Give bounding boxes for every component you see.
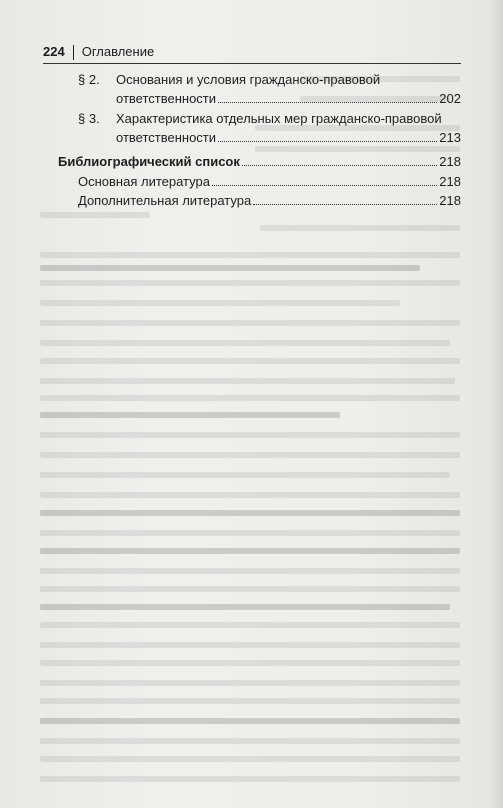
dot-leader (242, 164, 437, 166)
toc-entry-text (116, 109, 461, 147)
toc-entry-row (78, 191, 461, 210)
toc-entry-line: Основания и условия гражданско-правовой (116, 72, 381, 87)
toc-entry-last-line (116, 128, 461, 147)
dot-leader (218, 101, 437, 103)
dot-leader (218, 140, 437, 142)
toc-page-number: 218 (439, 193, 461, 208)
toc-entry-line: ответственности (116, 91, 217, 106)
toc-entry-title: Дополнительная литература (78, 193, 252, 208)
toc-entry-main-literature[interactable] (78, 172, 461, 191)
toc-section-number: § 3. (78, 111, 100, 126)
header-separator (73, 45, 74, 60)
toc-entry-row (58, 152, 461, 171)
dot-leader (253, 203, 437, 205)
toc-page-number: 218 (439, 174, 461, 189)
toc-entry-row (78, 172, 461, 191)
toc-entry-additional-literature[interactable] (78, 191, 461, 210)
toc-entry-section-3[interactable] (78, 109, 461, 149)
running-title: Оглавление (81, 44, 155, 59)
header-rule (43, 63, 461, 64)
toc-entry-last-line (116, 89, 461, 108)
toc-page-number: 218 (439, 154, 461, 169)
toc-entry-bibliography[interactable] (58, 152, 461, 171)
toc-entry-title: Основная литература (78, 174, 210, 189)
toc-entry-line: ответственности (116, 130, 217, 145)
running-header (43, 44, 154, 60)
toc-page-number: 202 (439, 91, 461, 106)
page-edge-shadow (489, 0, 503, 808)
toc-section-number: § 2. (78, 72, 100, 87)
toc-entry-text (116, 70, 461, 108)
page-number: 224 (43, 44, 65, 59)
toc-entry-section-2[interactable] (78, 70, 461, 110)
toc-page-number: 213 (439, 130, 461, 145)
dot-leader (212, 184, 437, 186)
toc-entry-line: Характеристика отдельных мер гражданско-правовой (116, 111, 442, 126)
toc-entry-title: Библиографический список (58, 154, 240, 169)
